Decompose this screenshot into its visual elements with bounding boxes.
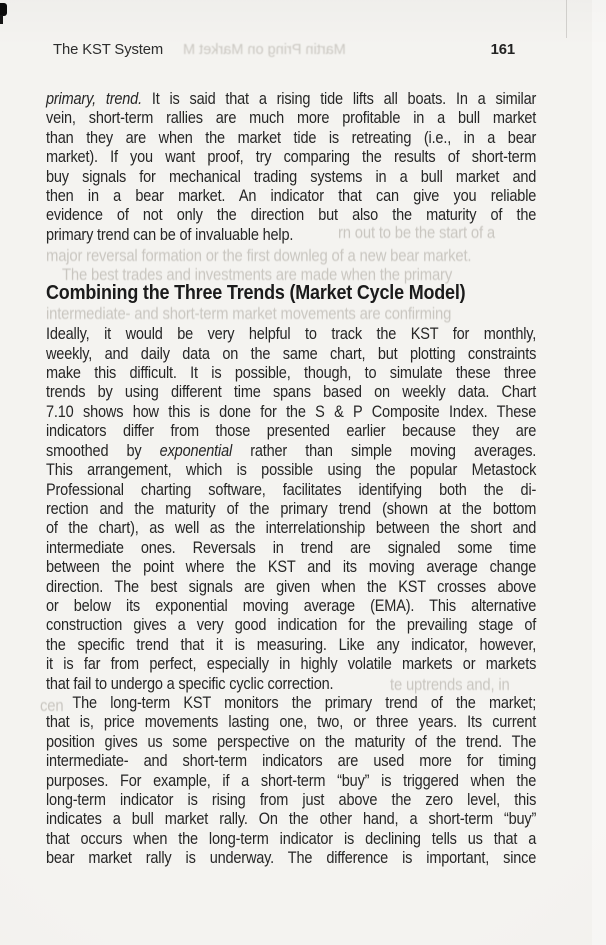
ghost-text: intermediate- and short-term market movements are confirming (46, 305, 452, 323)
running-head (53, 42, 515, 58)
section-heading: Combining the Three Trends (Market Cycle Model) (46, 282, 466, 305)
scan-mark (0, 15, 3, 24)
page-edge-line (566, 0, 567, 38)
ghost-text: major reversal formation or the first downleg of a new bear market. (46, 247, 472, 265)
ghost-text: rn out to be the start of a (338, 224, 495, 242)
ghost-text: The best trades and investments are made when the primary (62, 266, 453, 284)
paragraph: The long-term KST monitors the primary trend of the market; that is, price movements lasting one, two, or three years. Its current position gives us some perspective on the maturity of the trend. The intermediate- and short-term indicators are used more for timing purposes. For example, if a short-term “buy” is triggered when the long-term indicator is rising from just above the zero level, this indicates a bull market rally. On the other hand, a short-term “buy” that occurs when the long-term indicator is declining tells us that a bear market rally is underway. The difference is important, since (46, 693, 537, 868)
running-head-title: The KST System (53, 42, 164, 58)
ghost-text-mirrored: Martin Pring on Market M (183, 42, 346, 58)
paragraph: primary, trend. It is said that a rising tide lifts all boats. In a similar vein, short-term rallies are much more profitable in a bull market than they are when the market tide is retreating (i.e., in a bear market). If you want proof, try comparing the results of short-term buy signals for mechanical trading systems in a bull market and then in a bear market. An indicator that can give you reliable evidence of not only the direction but also the maturity of the primary trend can be of invaluable help. (46, 90, 537, 244)
page-number: 161 (490, 42, 515, 58)
ghost-text: te uptrends and, in (390, 676, 510, 694)
ghost-text: cen (40, 697, 64, 715)
body-text (46, 90, 536, 869)
page-edge-band (592, 0, 606, 945)
paragraph: Ideally, it would be very helpful to track the KST for monthly, weekly, and daily data on the same chart, but plotting constraints make this difficult. It is possible, though, to simulate these three trends by using different time spans based on weekly data. Chart 7.10 shows how this is done for the S & P Composite Index. These indicators differ from those presented earlier because they are smoothed by exponential rather than simple moving averages. This arrangement, which is possible using the popular Metastock Professional charting software, facilitates identifying both the di- rection and the maturity of the primary trend (shown at the bottom of the chart), as well as the interrelationship between the short and intermediate ones. Reversals in trend are signaled some time between the point where the KST and its moving average change direction. The best signals are given when the KST crosses above or below its exponential moving average (EMA). This alternative construction gives a very good indication for the prevailing stage of the specific trend that it is measuring. Like any indicator, however, it is far from perfect, especially in highly volatile markets or markets that fail to undergo a specific cyclic correction. (46, 325, 537, 693)
